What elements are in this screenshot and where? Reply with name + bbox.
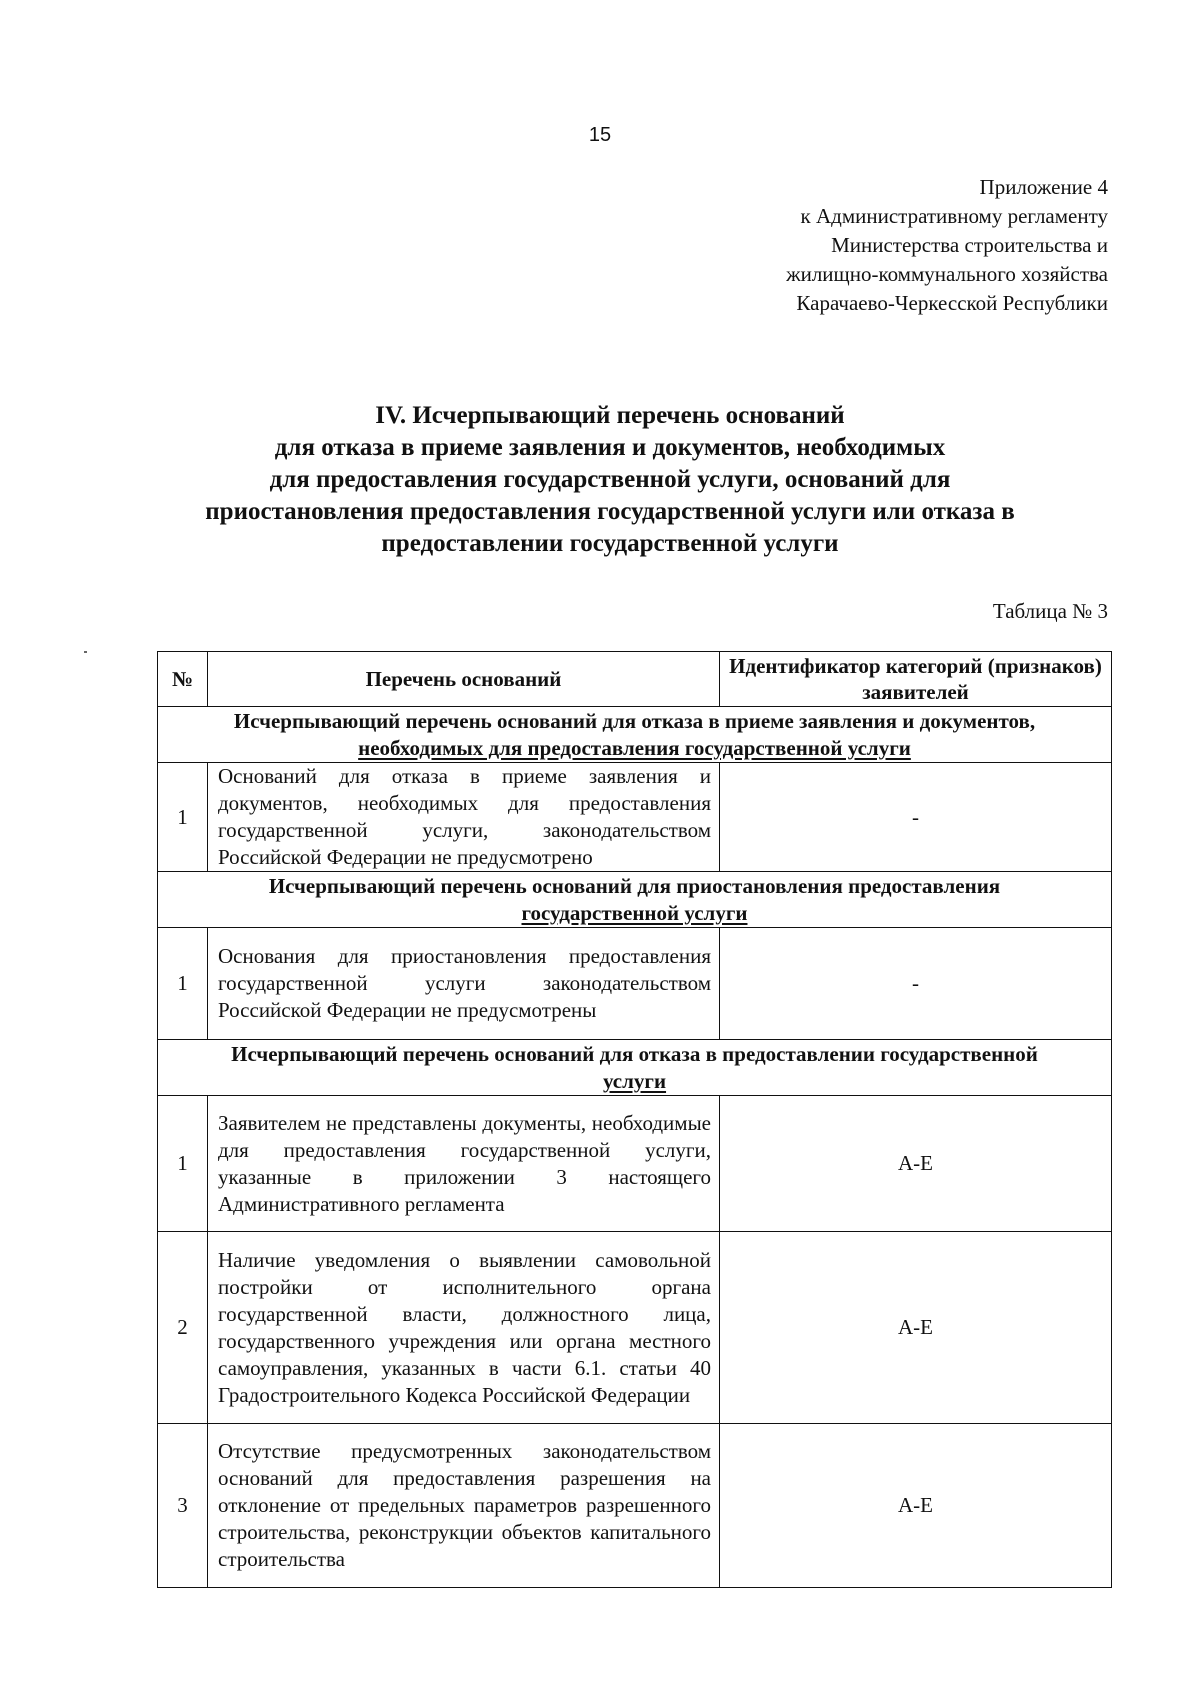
section-heading — [158, 872, 1112, 928]
row-text: Оснований для отказа в приеме заявления и документов, необходимых для предоставления государственной услуги, законодательством Российской Федерации не предусмотрено — [208, 763, 720, 872]
section-heading-line — [164, 735, 1105, 762]
section-title-line: для отказа в приеме заявления и документов, необходимых — [274, 434, 946, 461]
section-heading-underlined: услуги — [602, 1068, 667, 1093]
section-heading-line: Исчерпывающий перечень оснований для отказа в приеме заявления и документов, — [233, 708, 1036, 733]
row-number: 1 — [158, 763, 208, 872]
table-header-row — [158, 652, 1112, 707]
page-number: 15 — [588, 124, 612, 146]
section-heading-line: Исчерпывающий перечень оснований для отказа в предоставлении государственной — [231, 1041, 1038, 1066]
row-text: Наличие уведомления о выявлении самовольной постройки от исполнительного органа государственной власти, должностного лица, государственного учреждения или органа местного самоуправления, указанных в части 6.1. статьи 40 Градостроительного Кодекса Российской Федерации — [208, 1232, 720, 1424]
appendix-line: Приложение 4 — [979, 175, 1108, 199]
section-title — [150, 400, 1070, 560]
table-row — [158, 763, 1112, 872]
row-number: 3 — [158, 1424, 208, 1588]
header-reasons: Перечень оснований — [208, 652, 720, 707]
section-heading-line — [164, 900, 1105, 927]
row-text: Отсутствие предусмотренных законодательством оснований для предоставления разрешения на отклонение от предельных параметров разрешенного строительства, реконструкции объектов капитального строительства — [208, 1424, 720, 1588]
table-row — [158, 1096, 1112, 1232]
header-identifier: Идентификатор категорий (признаков) заявителей — [720, 652, 1112, 707]
section-heading-row — [158, 707, 1112, 763]
scan-mark — [84, 651, 87, 653]
section-title-line: для предоставления государственной услуги, оснований для — [269, 466, 951, 493]
section-heading-underlined: необходимых для предоставления государственной услуги — [358, 735, 911, 760]
row-identifier: - — [720, 763, 1112, 872]
row-identifier: А-Е — [720, 1232, 1112, 1424]
section-heading-row — [158, 872, 1112, 928]
appendix-line: жилищно-коммунального хозяйства — [786, 262, 1108, 286]
section-heading-line: Исчерпывающий перечень оснований для приостановления предоставления — [268, 873, 1001, 898]
row-identifier: А-Е — [720, 1424, 1112, 1588]
section-heading — [158, 1040, 1112, 1096]
appendix-line: к Административному регламенту — [800, 204, 1108, 228]
row-number: 1 — [158, 1096, 208, 1232]
row-text: Заявителем не представлены документы, необходимые для предоставления государственной услуги, указанные в приложении 3 настоящего Административного регламента — [208, 1096, 720, 1232]
appendix-header — [588, 173, 1108, 318]
section-title-line: предоставлении государственной услуги — [381, 530, 839, 557]
section-heading-line — [164, 1068, 1105, 1095]
appendix-line: Карачаево-Черкесской Республики — [796, 291, 1108, 315]
section-title-line: приостановления предоставления государственной услуги или отказа в — [205, 498, 1015, 525]
table-label: Таблица № 3 — [992, 599, 1108, 623]
row-text: Основания для приостановления предоставления государственной услуги законодательством Российской Федерации не предусмотрены — [208, 928, 720, 1040]
header-num: № — [158, 652, 208, 707]
appendix-line: Министерства строительства и — [831, 233, 1108, 257]
row-identifier: А-Е — [720, 1096, 1112, 1232]
row-number: 2 — [158, 1232, 208, 1424]
section-heading — [158, 707, 1112, 763]
section-title-line: IV. Исчерпывающий перечень оснований — [375, 402, 845, 429]
row-number: 1 — [158, 928, 208, 1040]
grounds-table — [157, 651, 1112, 1588]
section-heading-row — [158, 1040, 1112, 1096]
section-heading-underlined: государственной услуги — [521, 900, 748, 925]
row-identifier: - — [720, 928, 1112, 1040]
table-row — [158, 928, 1112, 1040]
table-row — [158, 1232, 1112, 1424]
table-row — [158, 1424, 1112, 1588]
